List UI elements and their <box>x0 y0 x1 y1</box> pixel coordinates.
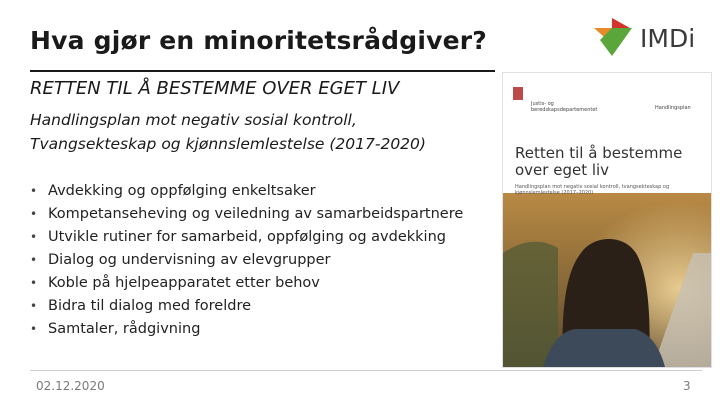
cover-photo-illustration <box>503 73 711 367</box>
logo-text: IMDi <box>640 24 696 53</box>
cover-title <box>515 145 685 179</box>
cover-title-line-2: over eget liv <box>515 161 610 179</box>
bullet-item <box>30 295 500 318</box>
bullet-icon: • <box>30 207 38 221</box>
bullet-text: Bidra til dialog med foreldre <box>48 298 252 314</box>
bullet-text: Avdekking og oppfølging enkeltsaker <box>48 183 316 199</box>
bullet-text: Kompetanseheving og veiledning av samarbeidspartnere <box>48 206 464 222</box>
bullet-list <box>30 180 500 341</box>
title-divider <box>30 70 495 72</box>
bullet-item <box>30 180 500 203</box>
bullet-icon: • <box>30 276 38 290</box>
footer-divider <box>30 370 702 371</box>
bullet-text: Samtaler, rådgivning <box>48 321 201 337</box>
bullet-text: Koble på hjelpeapparatet etter behov <box>48 275 320 291</box>
bullet-text: Dialog og undervisning av elevgrupper <box>48 252 331 268</box>
cover-ministry-text: Justis- og beredskapsdepartementet <box>531 101 598 113</box>
plan-line-1: Handlingsplan mot negativ sosial kontroll, <box>30 111 357 129</box>
bullet-icon: • <box>30 322 38 336</box>
cover-tag-text: Handlingsplan <box>655 105 691 111</box>
bullet-icon: • <box>30 184 38 198</box>
bullet-item <box>30 203 500 226</box>
imdi-logo <box>590 14 700 62</box>
bullet-item <box>30 249 500 272</box>
slide-subtitle: RETTEN TIL Å BESTEMME OVER EGET LIV <box>30 78 400 99</box>
bullet-icon: • <box>30 299 38 313</box>
action-plan-text <box>30 108 500 156</box>
cover-title-line-1: Retten til å bestemme <box>515 144 683 162</box>
report-cover-image <box>502 72 712 368</box>
bullet-item <box>30 318 500 341</box>
bullet-item <box>30 272 500 295</box>
plan-line-2: Tvangsekteskap og kjønnslemlestelse (2017-2020) <box>30 135 426 153</box>
page-number: 3 <box>683 379 691 393</box>
slide-title: Hva gjør en minoritetsrådgiver? <box>30 26 487 55</box>
bullet-icon: • <box>30 230 38 244</box>
bullet-text: Utvikle rutiner for samarbeid, oppfølging og avdekking <box>48 229 446 245</box>
imdi-logo-mark-icon <box>590 14 636 60</box>
bullet-icon: • <box>30 253 38 267</box>
cover-subtitle: Handlingsplan mot negativ sosial kontroll, tvangsekteskap og kjønnslemlestelse (2017–2020) <box>515 184 670 196</box>
footer-date: 02.12.2020 <box>36 379 105 393</box>
bullet-item <box>30 226 500 249</box>
